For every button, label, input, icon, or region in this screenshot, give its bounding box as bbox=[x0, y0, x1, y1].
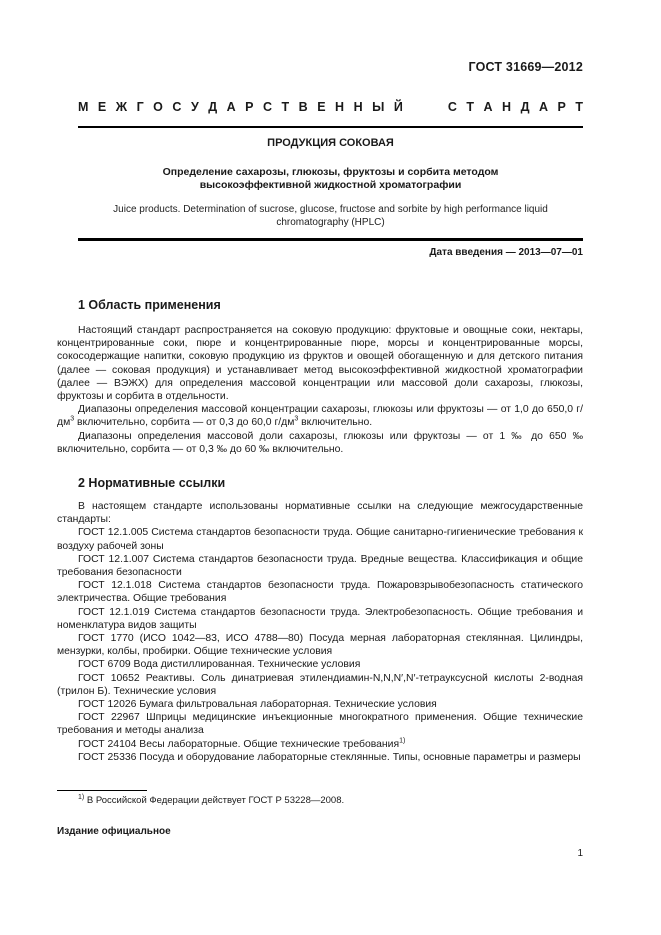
section-2-heading: 2 Нормативные ссылки bbox=[78, 476, 226, 490]
footnote-number: 1) bbox=[78, 793, 85, 801]
subtitle-line-2: высокоэффективной жидкостной хроматографии bbox=[199, 179, 462, 191]
banner-letter: Е bbox=[317, 100, 326, 114]
ref-item: ГОСТ 12.1.005 Система стандартов безопасности труда. Общие санитарно-гигиенические требования к воздуху рабочей зоны bbox=[57, 527, 583, 552]
banner-letter: Р bbox=[245, 100, 254, 114]
ref-24104-text: ГОСТ 24104 Весы лабораторные. Общие технические требования bbox=[78, 738, 400, 750]
section-1-heading: 1 Область применения bbox=[78, 298, 221, 312]
p2-superscript-2: 3 bbox=[294, 415, 299, 423]
english-title bbox=[78, 203, 583, 229]
header-rule bbox=[78, 126, 583, 128]
ref-item: ГОСТ 12.1.018 Система стандартов безопасности труда. Пожаровзрывобезопасность статического электричества. Общие требования bbox=[57, 580, 583, 605]
ref-item-24104 bbox=[57, 738, 583, 751]
section-1-paragraph-3: Диапазоны определения массовой доли сахарозы, глюкозы или фруктозы — от 1 ‰ до 650 ‰ включительно, сорбита — от 0,3 ‰ до 60 ‰ включительно. bbox=[57, 430, 583, 455]
ref-item: ГОСТ 1770 (ИСО 1042—83, ИСО 4788—80) Посуда мерная лабораторная стеклянная. Цилиндры, мензурки, колбы, пробирки. Общие технические условия bbox=[57, 633, 583, 658]
banner-letter: Д bbox=[208, 100, 218, 114]
banner-letter: Е bbox=[97, 100, 107, 114]
title-rule bbox=[78, 238, 583, 241]
banner-letter: Н bbox=[353, 100, 363, 114]
banner-gap bbox=[412, 100, 438, 114]
footnote-rule bbox=[57, 790, 147, 791]
banner-letter: У bbox=[190, 100, 199, 114]
ref-item: ГОСТ 22967 Шприцы медицинские инъекционные многократного применения. Общие технические требования и методы анализа bbox=[57, 712, 583, 737]
banner-letter: Ж bbox=[115, 100, 128, 114]
banner-letter: Р bbox=[557, 100, 566, 114]
section-1-paragraph-2 bbox=[57, 403, 583, 429]
section-1-body bbox=[57, 324, 583, 456]
introduction-date: Дата введения — 2013—07—01 bbox=[429, 247, 583, 258]
document-title: ПРОДУКЦИЯ СОКОВАЯ bbox=[267, 137, 394, 149]
p2-superscript-1: 3 bbox=[70, 415, 75, 423]
ref-item: ГОСТ 12026 Бумага фильтровальная лабораторная. Технические условия bbox=[78, 699, 437, 711]
interstate-standard-banner bbox=[78, 100, 583, 114]
banner-letter: Д bbox=[520, 100, 530, 114]
document-subtitle bbox=[78, 166, 583, 192]
banner-letter: М bbox=[78, 100, 89, 114]
gost-number: ГОСТ 31669—2012 bbox=[468, 60, 583, 74]
banner-letter: А bbox=[226, 100, 236, 114]
footnote bbox=[78, 795, 344, 806]
banner-letter: Н bbox=[335, 100, 345, 114]
section-1-paragraph-1: Настоящий стандарт распространяется на соковую продукцию: фруктовые и овощные соки, нектары, концентрированные соки, пюре и концентрированные пюре, морсы и концентрированные морсы, сокосодержащие напитки, соковую продукцию из фруктов и овощей обогащенную и для детского питания (далее — соковая продукция) и устанавливает метод высокоэффективной жидкостной хроматографии (далее — ВЭЖХ) для определения массовой концентрации или массовой доли сахарозы, глюкозы, фруктозы и сорбита в отдельности. bbox=[57, 325, 583, 403]
ref-item: ГОСТ 25336 Посуда и оборудование лабораторные стеклянные. Типы, основные параметры и размеры bbox=[78, 751, 581, 763]
banner-letter: Т bbox=[281, 100, 290, 114]
banner-letter: В bbox=[298, 100, 308, 114]
footnote-marker[interactable]: 1) bbox=[399, 737, 406, 745]
official-edition-label: Издание официальное bbox=[57, 826, 171, 837]
banner-letter: Ы bbox=[372, 100, 385, 114]
p2-text-a: Диапазоны определения массовой концентрации сахарозы, глюкозы или фруктозы — от 1,0 до 650,0 г/дм bbox=[57, 404, 583, 429]
banner-letter: Й bbox=[393, 100, 403, 114]
p2-text-c: включительно. bbox=[298, 417, 373, 429]
banner-letter: А bbox=[483, 100, 493, 114]
english-title-line-1: Juice products. Determination of sucrose, glucose, fructose and sorbite by high performance liquid bbox=[113, 204, 548, 215]
ref-item: ГОСТ 6709 Вода дистиллированная. Технические условия bbox=[78, 659, 361, 671]
banner-letter: Т bbox=[466, 100, 475, 114]
section-2-body bbox=[57, 500, 583, 764]
ref-item: ГОСТ 12.1.007 Система стандартов безопасности труда. Вредные вещества. Классификация и общие требования безопасности bbox=[57, 553, 583, 579]
ref-item: ГОСТ 10652 Реактивы. Соль динатриевая этилендиамин-N,N,N′,N′-тетрауксусной кислоты 2-водная (трилон Б). Технические условия bbox=[57, 672, 583, 697]
banner-letter: А bbox=[538, 100, 549, 114]
english-title-line-2: chromatography (HPLC) bbox=[276, 217, 385, 228]
banner-letter: С bbox=[263, 100, 273, 114]
section-2-intro: В настоящем стандарте использованы нормативные ссылки на следующие межгосударственные стандарты: bbox=[57, 501, 583, 526]
page-number: 1 bbox=[577, 848, 583, 859]
ref-item: ГОСТ 12.1.019 Система стандартов безопасности труда. Электробезопасность. Общие требования и номенклатура видов защиты bbox=[57, 606, 583, 631]
footnote-text: В Российской Федерации действует ГОСТ Р 53228—2008. bbox=[84, 795, 345, 806]
subtitle-line-1: Определение сахарозы, глюкозы, фруктозы и сорбита методом bbox=[162, 166, 499, 178]
banner-letter: С bbox=[447, 100, 457, 114]
banner-letter: О bbox=[153, 100, 163, 114]
banner-letter: С bbox=[172, 100, 182, 114]
banner-letter: Г bbox=[136, 100, 144, 114]
banner-letter: Н bbox=[502, 100, 512, 114]
p2-text-b: включительно, сорбита — от 0,3 до 60,0 г/дм bbox=[74, 417, 295, 429]
banner-letter: Т bbox=[575, 100, 583, 114]
